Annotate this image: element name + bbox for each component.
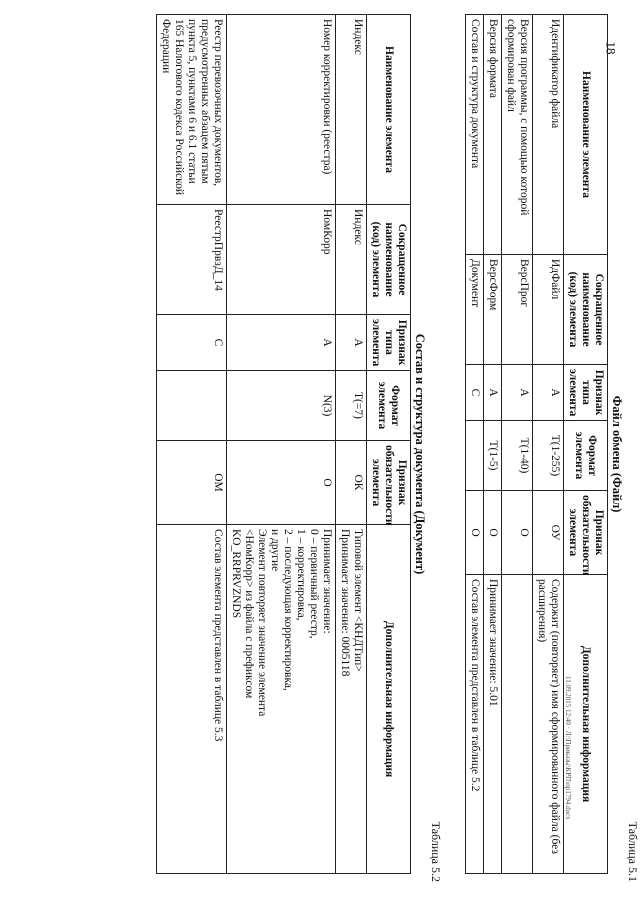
- table1-caption: Таблица 5.1: [626, 821, 640, 882]
- cell-format: [157, 371, 227, 441]
- cell-code: Документ: [466, 255, 484, 365]
- cell-type: А: [502, 365, 533, 421]
- cell-code: НомКорр: [227, 205, 336, 315]
- rotated-page-content: [80, 14, 640, 894]
- cell-type: А: [484, 365, 502, 421]
- info-line: Принимает значение: 0005118: [339, 529, 351, 677]
- cell-name: Номер корректировки (реестра): [227, 15, 336, 205]
- table-row: [157, 15, 227, 874]
- info-line: 1 – корректировка,: [295, 529, 307, 621]
- cell-code: ИдФайл: [533, 255, 564, 365]
- table-row: [466, 15, 484, 874]
- info-line: <НомКорр> из файла с префиксом: [243, 529, 255, 699]
- cell-info: [336, 525, 367, 874]
- info-line: и другие: [269, 529, 281, 572]
- table2-header: Наименование элемента: [367, 15, 411, 205]
- cell-code: ВерсПрог: [502, 255, 533, 365]
- table-row: [533, 15, 564, 874]
- cell-type: С: [466, 365, 484, 421]
- table1-header: Формат элемента: [564, 421, 608, 491]
- cell-format: T(1-255): [533, 421, 564, 491]
- table2-header: Признак типа элемента: [367, 315, 411, 371]
- cell-format: T(=7): [336, 371, 367, 441]
- cell-format: [466, 421, 484, 491]
- table2-header: Дополнительная информация: [367, 525, 411, 874]
- cell-required: О: [484, 491, 502, 575]
- info-line: Состав элемента представлен в таблице 5.3: [212, 529, 224, 742]
- table2-header: Формат элемента: [367, 371, 411, 441]
- cell-name: Состав и структура документа: [466, 15, 484, 255]
- cell-code: ВерсФорм: [484, 255, 502, 365]
- footer-file-stamp: 11.09.2015 12:40 · Л:\Приказы\КРП\пр1794.docx: [564, 676, 572, 820]
- table2-title: Состав и структура документа (Документ): [413, 333, 427, 575]
- info-line: KO_RRPRVZNDS: [230, 529, 242, 619]
- cell-required: О: [227, 441, 336, 525]
- table2-header: Признак обязательности элемента: [367, 441, 411, 525]
- cell-type: А: [533, 365, 564, 421]
- cell-format: N(3): [227, 371, 336, 441]
- info-line: 0 – первичный реестр,: [308, 529, 320, 639]
- table2-header-row: [367, 15, 411, 874]
- table1-title: Файл обмена (Файл): [610, 395, 624, 513]
- cell-code: РеестрПрвзД_14: [157, 205, 227, 315]
- cell-name: Идентификатор файла: [533, 15, 564, 255]
- table-file-exchange: [465, 14, 608, 874]
- table2-header: Сокращенное наименование (код) элемента: [367, 205, 411, 315]
- cell-name: Версия программы, с помощью которой сформирован файл: [502, 15, 533, 255]
- cell-required: ОУ: [533, 491, 564, 575]
- cell-required: ОМ: [157, 441, 227, 525]
- table-row: [227, 15, 336, 874]
- cell-name: Реестр перевозочных документов, предусмотренных абзацем пятым пункта 5, пунктами 6 и 6.1 статьи 165 Налогового кодекса Российской Федерации: [157, 15, 227, 205]
- cell-info: Содержит (повторяет) имя сформированного файла (без расширения): [533, 575, 564, 874]
- cell-info: [502, 575, 533, 874]
- cell-required: ОК: [336, 441, 367, 525]
- cell-format: T(1-5): [484, 421, 502, 491]
- info-line: Типовой элемент <КНДТип>: [352, 529, 364, 672]
- table-row: [336, 15, 367, 874]
- table1-header: Признак типа элемента: [564, 365, 608, 421]
- cell-type: А: [227, 315, 336, 371]
- cell-info: Принимает значение: 5.01: [484, 575, 502, 874]
- table-document-structure: [156, 14, 411, 874]
- cell-required: О: [466, 491, 484, 575]
- cell-type: А: [336, 315, 367, 371]
- cell-name: Версия формата: [484, 15, 502, 255]
- cell-required: О: [502, 491, 533, 575]
- table1-header: Дополнительная информация: [564, 575, 608, 874]
- table1-header: Наименование элемента: [564, 15, 608, 255]
- cell-code: Индекс: [336, 205, 367, 315]
- cell-info: [157, 525, 227, 874]
- cell-info: [227, 525, 336, 874]
- table2-caption: Таблица 5.2: [429, 821, 443, 882]
- info-line: 2 – последующая корректировка,: [282, 529, 294, 691]
- table1-header: Признак обязательности элемента: [564, 491, 608, 575]
- table1-header: Сокращенное наименование (код) элемента: [564, 255, 608, 365]
- cell-type: С: [157, 315, 227, 371]
- cell-info: Состав элемента представлен в таблице 5.2: [466, 575, 484, 874]
- cell-format: T(1-40): [502, 421, 533, 491]
- table-row: [502, 15, 533, 874]
- page-number: 18: [603, 41, 619, 55]
- info-line: Принимает значение:: [321, 529, 333, 634]
- cell-name: Индекс: [336, 15, 367, 205]
- info-line: Элемент повторяет значение элемента: [256, 529, 268, 717]
- table-row: [484, 15, 502, 874]
